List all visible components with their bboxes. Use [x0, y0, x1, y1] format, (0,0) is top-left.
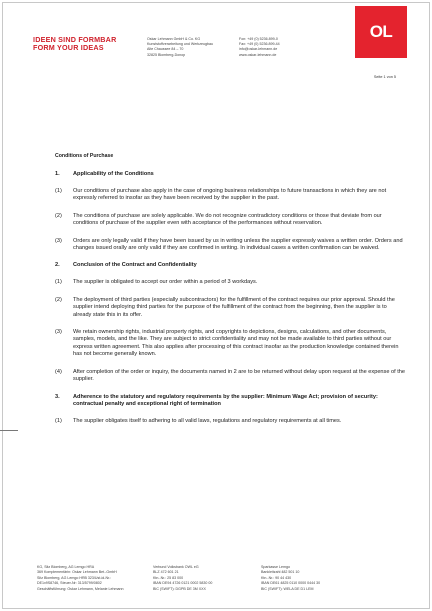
clause: [55, 279, 405, 286]
document-page: [2, 2, 430, 609]
contact-phone: Fon: +49 (0) 5236.899-0: [239, 37, 278, 41]
section-number: 3.: [55, 393, 60, 400]
footer-line: Ktn.-Nr.: 90 44 430: [261, 575, 292, 580]
clause-number: (1): [55, 188, 62, 194]
footer-line: Verbund Volksbank OWL eG: [153, 565, 199, 569]
section-heading: [55, 394, 405, 408]
company-logo: OL: [355, 6, 407, 58]
clause: [55, 238, 405, 253]
clause: [55, 418, 405, 425]
section-title: Applicability of the Conditions: [73, 171, 154, 177]
company-slogan: [33, 36, 116, 52]
section-number: 2.: [55, 262, 60, 269]
clause-number: (2): [55, 212, 62, 219]
footer-line: IBAN DE61 4825 0110 0000 0444 30: [261, 581, 321, 586]
footer-line: 369 Komplementärin: Oskar Lehmann Bet.-GmbH: [37, 570, 117, 575]
section-title: Adherence to the statutory and regulatory requirements by the supplier: Minimum Wage Act; provision of security: contractual penalty and exceptional right of termination: [73, 393, 378, 407]
page-number: Seite 1 von 5: [373, 75, 396, 79]
clause-text: We retain ownership rights, industrial property rights, and copyrights to depictions, designs, calculations, and other documents, samples, models, and the like. They are subject to strict confidentiality and may not be made available to third parties without our express written agreement. This also applies after processing of this contract insofar as the production knowledge contained therein has not become generally known.: [73, 329, 399, 358]
section-number: 1.: [55, 171, 60, 177]
footer-line: Sitz Blomberg, AG Lemgo HRB 323/Ust-id-Nr.:: [37, 575, 112, 580]
footer-line: BIC (SWIFT): WELA DE D1 LEM: [261, 586, 314, 591]
clause-text: The deployment of third parties (especially subcontractors) for the fulfillment of the contract requires our prior approval. Should the supplier intend deploying third parties for the purpose of the fulfillment of the contract from the beginning, then the supplier is to already state this in its offer.: [73, 296, 395, 318]
clause-number: (1): [55, 417, 62, 424]
clause-text: The conditions of purchase are solely applicable. We do not recognize contradictory conditions or those that deviate from our conditions of purchase of the supplier even with acceptance of the performances without reservation.: [73, 212, 382, 227]
company-name: Oskar Lehmann GmbH & Co. KG: [147, 37, 201, 41]
company-street: Alte Chaussee 84 – 70: [147, 47, 184, 52]
clause-text: After completion of the order or inquiry, the documents named in 2 are to be returned without delay upon request at the expense of the supplier.: [73, 368, 405, 383]
contact-email: info@oskar-lehmann.de: [239, 47, 278, 52]
company-business: Kunststoffverarbeitung und Werkzeugbau: [147, 42, 213, 47]
clause-number: (3): [55, 237, 62, 244]
clause: [55, 213, 405, 228]
clause-number: (1): [55, 279, 62, 286]
company-contact: [239, 37, 280, 58]
clause: [55, 369, 405, 384]
footer-bank-sparkasse: [261, 565, 320, 592]
clause-text: Orders are only legally valid if they have been issued by us in writing unless the supplier expressly waives a written order. Orders and changes issued orally are only valid if they are confirmed in writing. In individual cases a written confirmation can be waived.: [73, 237, 403, 252]
section-title: Conclusion of the Contract and Confidentiality: [73, 262, 197, 269]
footer-line: KG, Sitz Blomberg, AG Lemgo HRA: [37, 565, 95, 569]
clause: [55, 188, 405, 203]
clause-number: (3): [55, 329, 62, 336]
clause: [55, 297, 405, 319]
slogan-line-en: FORM YOUR IDEAS: [33, 43, 104, 52]
section-heading: [55, 171, 405, 178]
footer-bank-volksbank: [153, 565, 212, 592]
clause: [55, 329, 405, 359]
company-address: [147, 37, 213, 58]
section-heading: [55, 262, 405, 269]
document-title: Conditions of Purchase: [55, 153, 114, 159]
clause-number: (2): [55, 296, 62, 303]
clause-text: Our conditions of purchase also apply in the case of ongoing business relationships to future transactions in which they are not expressly referred to insofar as they have been received by the supplier in the past.: [73, 188, 387, 202]
contact-website: www.oskar-lehmann.de: [239, 52, 277, 57]
contact-fax: Fax: +49 (0) 5236.899-44: [239, 42, 280, 47]
footer-line: Sparkasse Lemgo: [261, 565, 290, 569]
footer-line: Bankleitzahl 482 501 10: [261, 570, 300, 575]
footer-line: BLZ 472 601 21: [153, 570, 179, 575]
footer-line: IBAN DE94 4726 0121 0002 5830 00: [153, 581, 213, 586]
fold-mark: [0, 430, 18, 431]
slogan-line-de: IDEEN SIND FORMBAR: [33, 35, 117, 44]
footer-line: DE1x9S8746, Steuer-Nr: 313/5799/0802: [37, 581, 102, 586]
footer-registration: [37, 565, 124, 592]
footer-line: BIC (SWIFT): DGPB DE 3M XXX: [153, 586, 206, 591]
clause-text: The supplier obligates itself to adhering to all valid laws, regulations and regulatory requirements at all times.: [73, 417, 342, 424]
clause-text: The supplier is obligated to accept our order within a period of 3 workdays.: [73, 279, 258, 286]
company-city: 32825 Blomberg-Donop: [147, 52, 186, 57]
document-body: [55, 153, 405, 435]
footer-line: Geschäftsführung: Oskar Lehmann, Melanie Lehmann: [37, 586, 124, 591]
clause-number: (4): [55, 368, 62, 375]
footer-line: Ktn.-Nr.: 25 83 000: [153, 575, 184, 580]
